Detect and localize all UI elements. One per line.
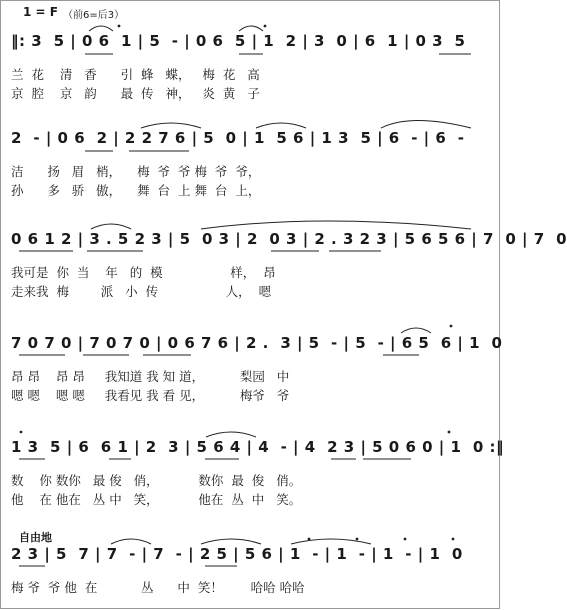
notes-line-3: 0 6 1 2 | 3 . 5 2 3 | 5 0 3 | 2 0 3 | 2 . 3 2 3 | 5 6 5 6 | 7 0 | 7 0 bbox=[11, 230, 567, 248]
staff-line-1 bbox=[11, 32, 493, 102]
lyrics-line-4-verse-2: 嗯 嗯 嗯 嗯 我看见 我 看 见， 梅爷 爷 bbox=[11, 388, 290, 403]
notes-line-2: 2 - | 0 6 2 | 2 2 7 6 | 5 0 | 1 5 6 | 1 3 5 | 6 - | 6 - bbox=[11, 129, 465, 147]
staff-line-6 bbox=[11, 545, 493, 600]
staff-line-5 bbox=[11, 438, 505, 508]
staff-line-4 bbox=[11, 334, 503, 404]
lyrics-line-6-verse-1: 梅 爷 爷 他 在 丛 中 笑！ 哈哈 哈哈 bbox=[11, 580, 305, 595]
lyrics-line-5-verse-1: 数 你 数你 最 俊 俏， 数你 最 俊 俏。 bbox=[11, 473, 302, 488]
staff-line-3 bbox=[11, 230, 567, 300]
staff-line-2 bbox=[11, 129, 493, 199]
notes-line-5: 1 3 5 | 6 6 1 | 2 3 | 5 6 4 | 4 - | 4 2 3 | 5 0 6 0 | 1 0 :‖ bbox=[11, 438, 505, 456]
notes-line-4: 7 0 7 0 | 7 0 7 0 | 0 6 7 6 | 2 . 3 | 5 - | 5 - | 6 5 6 | 1 0 bbox=[11, 334, 503, 352]
notes-line-1: ‖: 3 5 | 0 6 1 | 5 - | 0 6 5 | 1 2 | 3 0 | 6 1 | 0 3 5 bbox=[11, 32, 466, 50]
lyrics-line-2-verse-1: 洁 扬 眉 梢， 梅 爷 爷 梅 爷 爷， bbox=[11, 164, 261, 179]
notes-line-6: 2 3 | 5 7 | 7 - | 7 - | 2 5 | 5 6 | 1 - | 1 - | 1 - | 1 0 bbox=[11, 545, 463, 563]
lyrics-line-4-verse-1: 昂 昂 昂 昂 我知道 我 知 道， 梨园 中 bbox=[11, 369, 290, 384]
key-signature: 1 = F bbox=[23, 5, 58, 19]
tempo-marking: 自由地 bbox=[19, 531, 52, 544]
lyrics-line-3-verse-1: 我可是 你 当 年 的 模 样， 昂 bbox=[11, 265, 276, 280]
lyrics-line-3-verse-2: 走来我 梅 派 小 传 人， 嗯 bbox=[11, 284, 272, 299]
lyrics-line-5-verse-2: 他 在 他在 丛 中 笑， 他在 丛 中 笑。 bbox=[11, 492, 302, 507]
lyrics-line-1-verse-2: 京 腔 京 韵 最 传 神， 炎 黄 子 bbox=[11, 86, 260, 101]
lyrics-line-2-verse-2: 孙 多 骄 傲， 舞 台 上 舞 台 上， bbox=[11, 183, 261, 198]
key-note: （前6=后3） bbox=[63, 10, 125, 21]
lyrics-line-1-verse-1: 兰 花 清 香 引 蜂 蝶， 梅 花 高 bbox=[11, 67, 260, 82]
